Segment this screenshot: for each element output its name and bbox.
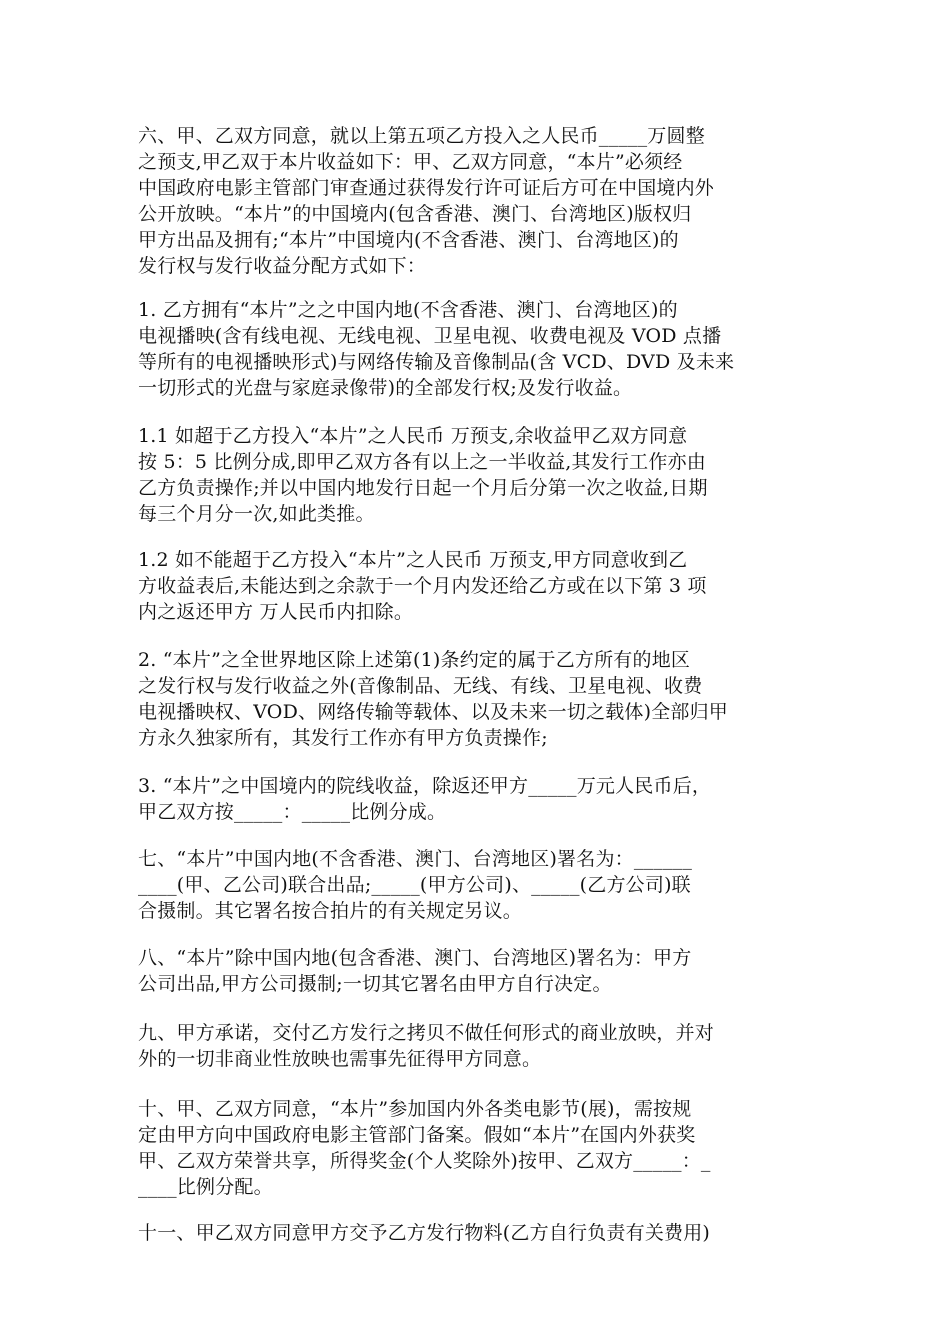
text-line: 3. “本片”之中国境内的院线收益，除返还甲方_____万元人民币后， (138, 775, 712, 797)
text-line: 外的一切非商业性放映也需事先征得甲方同意。 (138, 1048, 542, 1070)
text-line: 电视播映权、VOD、网络传输等载体、以及未来一切之载体)全部归甲 (138, 701, 729, 723)
text-line: 方收益表后,未能达到之余款于一个月内发还给乙方或在以下第 3 项 (138, 575, 707, 597)
text-line: 之预支,甲乙双于本片收益如下：甲、乙双方同意，“本片”必须经 (138, 151, 683, 173)
clause-7-paragraph (138, 846, 818, 924)
text-line: 每三个月分一次,如此类推。 (138, 503, 375, 525)
text-line: 按 5：5 比例分成,即甲乙双方各有以上之一半收益,其发行工作亦由 (138, 451, 706, 473)
text-line: 1.2 如不能超于乙方投入“本片”之人民币 万预支,甲方同意收到乙 (138, 549, 688, 571)
text-line: 七、“本片”中国内地(不含香港、澳门、台湾地区)署名为：______ (138, 848, 693, 870)
text-line: 等所有的电视播映形式)与网络传输及音像制品(含 VCD、DVD 及未来 (138, 351, 735, 373)
text-line: 内之返还甲方 万人民币内扣除。 (138, 601, 414, 623)
text-line: 乙方负责操作;并以中国内地发行日起一个月后分第一次之收益,日期 (138, 477, 708, 499)
text-line: 九、甲方承诺，交付乙方发行之拷贝不做任何形式的商业放映，并对 (138, 1022, 715, 1044)
text-line: 八、“本片”除中国内地(包含香港、澳门、台湾地区)署名为：甲方 (138, 947, 692, 969)
text-line: 公开放映。“本片”的中国境内(包含香港、澳门、台湾地区)版权归 (138, 203, 692, 225)
text-line: 之发行权与发行收益之外(音像制品、无线、有线、卫星电视、收费 (138, 675, 703, 697)
text-line: 中国政府电影主管部门审查通过获得发行许可证后方可在中国境内外 (138, 177, 715, 199)
clause-11-paragraph (138, 1220, 818, 1246)
text-line: 十、甲、乙双方同意，“本片”参加国内外各类电影节(展)，需按规 (138, 1098, 692, 1120)
text-line: 甲乙双方按_____：_____比例分成。 (138, 801, 447, 823)
clause-6-paragraph (138, 123, 818, 279)
clause-6-item-3-paragraph (138, 773, 818, 825)
clause-6-item-2-paragraph (138, 647, 818, 751)
text-line: 1.1 如超于乙方投入“本片”之人民币 万预支,余收益甲乙双方同意 (138, 425, 688, 447)
text-line: 1. 乙方拥有“本片”之之中国内地(不含香港、澳门、台湾地区)的 (138, 299, 678, 321)
clause-10-paragraph (138, 1096, 818, 1200)
text-line: 电视播映(含有线电视、无线电视、卫星电视、收费电视及 VOD 点播 (138, 325, 722, 347)
text-line: 甲方出品及拥有;“本片”中国境内(不含香港、澳门、台湾地区)的 (138, 229, 679, 251)
clause-8-paragraph (138, 945, 818, 997)
text-line: 合摄制。其它署名按合拍片的有关规定另议。 (138, 900, 523, 922)
text-line: 甲、乙双方荣誉共享，所得奖金(个人奖除外)按甲、乙双方_____：_ (138, 1150, 711, 1172)
text-line: 一切形式的光盘与家庭录像带)的全部发行权;及发行收益。 (138, 377, 633, 399)
text-line: 定由甲方向中国政府电影主管部门备案。假如“本片”在国内外获奖 (138, 1124, 696, 1146)
text-line: ____(甲、乙公司)联合出品;_____(甲方公司)、_____(乙方公司)联 (138, 874, 691, 896)
text-line: 发行权与发行收益分配方式如下： (138, 255, 427, 277)
text-line: 2. “本片”之全世界地区除上述第(1)条约定的属于乙方所有的地区 (138, 649, 691, 671)
text-line: 十一、甲乙双方同意甲方交予乙方发行物料(乙方自行负责有关费用) (138, 1222, 711, 1244)
text-line: ____比例分配。 (138, 1176, 273, 1198)
clause-6-item-1-2-paragraph (138, 547, 818, 625)
clause-6-item-1-paragraph (138, 297, 818, 401)
text-line: 方永久独家所有，其发行工作亦有甲方负责操作; (138, 727, 548, 749)
text-line: 六、甲、乙双方同意，就以上第五项乙方投入之人民币_____万圆整 (138, 125, 705, 147)
clause-9-paragraph (138, 1020, 818, 1072)
text-line: 公司出品,甲方公司摄制;一切其它署名由甲方自行决定。 (138, 973, 612, 995)
clause-6-item-1-1-paragraph (138, 423, 818, 527)
